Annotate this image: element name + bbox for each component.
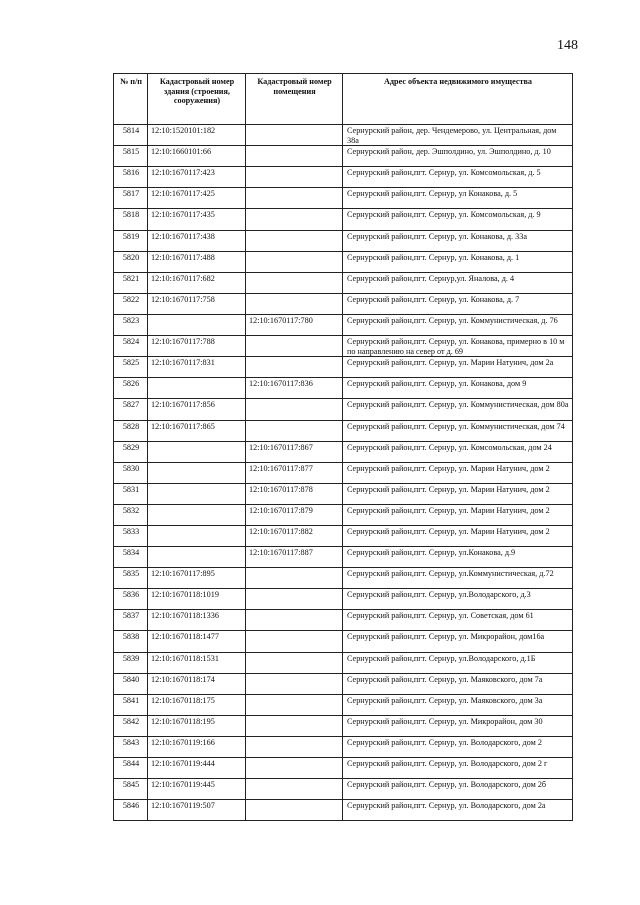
premises-cadastral-cell: [246, 230, 343, 251]
table-row: [114, 399, 573, 420]
table-header-row: [114, 74, 573, 125]
premises-cadastral-cell: [246, 209, 343, 230]
building-cadastral-cell: 12:10:1670118:195: [148, 715, 246, 736]
premises-cadastral-cell: [246, 420, 343, 441]
premises-cadastral-cell: [246, 188, 343, 209]
address-cell: Сернурский район,пгт. Сернур, ул.Конакова, д.9: [343, 547, 573, 568]
table-row: [114, 673, 573, 694]
building-cadastral-cell: [148, 441, 246, 462]
table-row: [114, 504, 573, 525]
premises-cadastral-cell: 12:10:1670117:878: [246, 483, 343, 504]
address-cell: Сернурский район,пгт. Сернур, ул. Марии Натунич, дом 2: [343, 525, 573, 546]
row-number-cell: 5819: [114, 230, 148, 251]
address-cell: Сернурский район,пгт. Сернур, ул Конакова, д. 5: [343, 188, 573, 209]
premises-cadastral-cell: [246, 736, 343, 757]
table-row: [114, 188, 573, 209]
address-cell: Сернурский район, дер. Эшполдино, ул. Эшполдино, д. 10: [343, 146, 573, 167]
row-number-cell: 5833: [114, 525, 148, 546]
row-number-cell: 5827: [114, 399, 148, 420]
building-cadastral-cell: 12:10:1670119:507: [148, 800, 246, 821]
premises-cadastral-cell: [246, 167, 343, 188]
page-number: 148: [557, 38, 578, 53]
row-number-cell: 5839: [114, 652, 148, 673]
address-cell: Сернурский район,пгт. Сернур, ул. Комсомольская, д. 9: [343, 209, 573, 230]
table-row: [114, 694, 573, 715]
address-cell: Сернурский район,пгт. Сернур, ул. Володарского, дом 2: [343, 736, 573, 757]
table-row: [114, 230, 573, 251]
address-cell: Сернурский район,пгт. Сернур, ул. Маяковского, дом 3а: [343, 694, 573, 715]
table-row: [114, 420, 573, 441]
table-row: [114, 715, 573, 736]
address-cell: Сернурский район,пгт. Сернур, ул. Комсомольская, д. 5: [343, 167, 573, 188]
table-row: [114, 146, 573, 167]
building-cadastral-cell: 12:10:1670119:444: [148, 758, 246, 779]
table-row: [114, 441, 573, 462]
premises-cadastral-cell: [246, 251, 343, 272]
address-cell: Сернурский район,пгт. Сернур, ул. Конакова, примерно в 10 м по направлению на север от д. 69: [343, 336, 573, 357]
premises-cadastral-cell: [246, 568, 343, 589]
row-number-cell: 5825: [114, 357, 148, 378]
premises-cadastral-cell: [246, 399, 343, 420]
row-number-cell: 5822: [114, 293, 148, 314]
row-number-cell: 5845: [114, 779, 148, 800]
table-row: [114, 652, 573, 673]
row-number-cell: 5818: [114, 209, 148, 230]
row-number-cell: 5835: [114, 568, 148, 589]
address-cell: Сернурский район,пгт. Сернур, ул. Коммунистическая, дом 74: [343, 420, 573, 441]
address-cell: Сернурский район,пгт. Сернур, ул. Маяковского, дом 7а: [343, 673, 573, 694]
header-premises-cadastral: Кадастровый номер помещения: [246, 74, 343, 125]
building-cadastral-cell: 12:10:1670117:435: [148, 209, 246, 230]
row-number-cell: 5840: [114, 673, 148, 694]
building-cadastral-cell: 12:10:1670117:758: [148, 293, 246, 314]
table-row: [114, 336, 573, 357]
row-number-cell: 5844: [114, 758, 148, 779]
table-row: [114, 378, 573, 399]
table-row: [114, 314, 573, 335]
row-number-cell: 5836: [114, 589, 148, 610]
premises-cadastral-cell: 12:10:1670117:877: [246, 462, 343, 483]
building-cadastral-cell: 12:10:1670118:1477: [148, 631, 246, 652]
row-number-cell: 5832: [114, 504, 148, 525]
address-cell: Сернурский район,пгт. Сернур, ул. Микрорайон, дом16а: [343, 631, 573, 652]
row-number-cell: 5821: [114, 272, 148, 293]
premises-cadastral-cell: 12:10:1670117:836: [246, 378, 343, 399]
row-number-cell: 5816: [114, 167, 148, 188]
header-number: № п/п: [114, 74, 148, 125]
property-table: [113, 73, 573, 821]
building-cadastral-cell: [148, 525, 246, 546]
building-cadastral-cell: 12:10:1520101:182: [148, 125, 246, 146]
row-number-cell: 5814: [114, 125, 148, 146]
building-cadastral-cell: 12:10:1670117:423: [148, 167, 246, 188]
row-number-cell: 5837: [114, 610, 148, 631]
address-cell: Сернурский район,пгт. Сернур, ул. Марии Натунич, дом 2: [343, 504, 573, 525]
address-cell: Сернурский район,пгт. Сернур, ул. Марии Натунич, дом 2: [343, 462, 573, 483]
row-number-cell: 5841: [114, 694, 148, 715]
table-row: [114, 483, 573, 504]
address-cell: Сернурский район,пгт. Сернур, ул. Конакова, дом 9: [343, 378, 573, 399]
header-building-cadastral: Кадастровый номер здания (строения, сооружения): [148, 74, 246, 125]
address-cell: Сернурский район,пгт. Сернур, ул. Марии Натунич, дом 2а: [343, 357, 573, 378]
premises-cadastral-cell: [246, 293, 343, 314]
address-cell: Сернурский район,пгт. Сернур, ул. Володарского, дом 2б: [343, 779, 573, 800]
table-row: [114, 758, 573, 779]
table-row: [114, 631, 573, 652]
premises-cadastral-cell: [246, 758, 343, 779]
row-number-cell: 5842: [114, 715, 148, 736]
building-cadastral-cell: [148, 462, 246, 483]
building-cadastral-cell: 12:10:1670118:1531: [148, 652, 246, 673]
address-cell: Сернурский район,пгт. Сернур, ул.Володарского, д.3: [343, 589, 573, 610]
row-number-cell: 5830: [114, 462, 148, 483]
address-cell: Сернурский район,пгт. Сернур, ул. Володарского, дом 2а: [343, 800, 573, 821]
table-row: [114, 251, 573, 272]
address-cell: Сернурский район,пгт. Сернур, ул.Володарского, д.1Б: [343, 652, 573, 673]
premises-cadastral-cell: 12:10:1670117:867: [246, 441, 343, 462]
premises-cadastral-cell: [246, 800, 343, 821]
premises-cadastral-cell: 12:10:1670117:879: [246, 504, 343, 525]
building-cadastral-cell: 12:10:1670118:174: [148, 673, 246, 694]
premises-cadastral-cell: [246, 146, 343, 167]
table-row: [114, 800, 573, 821]
row-number-cell: 5838: [114, 631, 148, 652]
premises-cadastral-cell: [246, 673, 343, 694]
table-row: [114, 209, 573, 230]
address-cell: Сернурский район,пгт. Сернур, ул. Конакова, д. 1: [343, 251, 573, 272]
table-row: [114, 293, 573, 314]
premises-cadastral-cell: [246, 715, 343, 736]
premises-cadastral-cell: 12:10:1670117:882: [246, 525, 343, 546]
row-number-cell: 5834: [114, 547, 148, 568]
premises-cadastral-cell: [246, 694, 343, 715]
building-cadastral-cell: [148, 483, 246, 504]
building-cadastral-cell: 12:10:1660101:66: [148, 146, 246, 167]
building-cadastral-cell: 12:10:1670119:166: [148, 736, 246, 757]
premises-cadastral-cell: [246, 272, 343, 293]
address-cell: Сернурский район,пгт. Сернур, ул. Конакова, д. 33а: [343, 230, 573, 251]
building-cadastral-cell: 12:10:1670117:438: [148, 230, 246, 251]
building-cadastral-cell: [148, 314, 246, 335]
building-cadastral-cell: 12:10:1670117:425: [148, 188, 246, 209]
building-cadastral-cell: [148, 378, 246, 399]
row-number-cell: 5829: [114, 441, 148, 462]
address-cell: Сернурский район,пгт. Сернур, ул. Комсомольская, дом 24: [343, 441, 573, 462]
premises-cadastral-cell: [246, 357, 343, 378]
address-cell: Сернурский район,пгт. Сернур,ул. Яналова, д. 4: [343, 272, 573, 293]
premises-cadastral-cell: [246, 652, 343, 673]
building-cadastral-cell: 12:10:1670117:831: [148, 357, 246, 378]
premises-cadastral-cell: [246, 610, 343, 631]
building-cadastral-cell: [148, 547, 246, 568]
premises-cadastral-cell: [246, 336, 343, 357]
premises-cadastral-cell: [246, 125, 343, 146]
building-cadastral-cell: 12:10:1670117:682: [148, 272, 246, 293]
table-row: [114, 272, 573, 293]
building-cadastral-cell: [148, 504, 246, 525]
table-row: [114, 125, 573, 146]
building-cadastral-cell: 12:10:1670118:175: [148, 694, 246, 715]
address-cell: Сернурский район,пгт. Сернур, ул. Коммунистическая, д. 76: [343, 314, 573, 335]
address-cell: Сернурский район,пгт. Сернур, ул.Коммунистическая, д.72: [343, 568, 573, 589]
premises-cadastral-cell: 12:10:1670117:780: [246, 314, 343, 335]
row-number-cell: 5843: [114, 736, 148, 757]
building-cadastral-cell: 12:10:1670118:1336: [148, 610, 246, 631]
premises-cadastral-cell: [246, 631, 343, 652]
building-cadastral-cell: 12:10:1670117:865: [148, 420, 246, 441]
building-cadastral-cell: 12:10:1670118:1019: [148, 589, 246, 610]
premises-cadastral-cell: 12:10:1670117:887: [246, 547, 343, 568]
table-row: [114, 568, 573, 589]
address-cell: Сернурский район,пгт. Сернур, ул. Советская, дом 61: [343, 610, 573, 631]
address-cell: Сернурский район,пгт. Сернур, ул. Коммунистическая, дом 80а: [343, 399, 573, 420]
table-row: [114, 462, 573, 483]
building-cadastral-cell: 12:10:1670117:488: [148, 251, 246, 272]
row-number-cell: 5815: [114, 146, 148, 167]
row-number-cell: 5823: [114, 314, 148, 335]
row-number-cell: 5826: [114, 378, 148, 399]
address-cell: Сернурский район, дер. Чендемерово, ул. Центральная, дом 38а: [343, 125, 573, 146]
table-row: [114, 525, 573, 546]
address-cell: Сернурский район,пгт. Сернур, ул. Володарского, дом 2 г: [343, 758, 573, 779]
row-number-cell: 5820: [114, 251, 148, 272]
building-cadastral-cell: 12:10:1670117:856: [148, 399, 246, 420]
premises-cadastral-cell: [246, 779, 343, 800]
table-row: [114, 779, 573, 800]
table-row: [114, 736, 573, 757]
building-cadastral-cell: 12:10:1670119:445: [148, 779, 246, 800]
building-cadastral-cell: 12:10:1670117:895: [148, 568, 246, 589]
row-number-cell: 5824: [114, 336, 148, 357]
table-row: [114, 357, 573, 378]
table-row: [114, 547, 573, 568]
building-cadastral-cell: 12:10:1670117:788: [148, 336, 246, 357]
address-cell: Сернурский район,пгт. Сернур, ул. Марии Натунич, дом 2: [343, 483, 573, 504]
row-number-cell: 5831: [114, 483, 148, 504]
address-cell: Сернурский район,пгт. Сернур, ул. Конакова, д. 7: [343, 293, 573, 314]
row-number-cell: 5828: [114, 420, 148, 441]
table-row: [114, 589, 573, 610]
address-cell: Сернурский район,пгт. Сернур, ул. Микрорайон, дом 30: [343, 715, 573, 736]
header-address: Адрес объекта недвижимого имущества: [343, 74, 573, 125]
premises-cadastral-cell: [246, 589, 343, 610]
table-row: [114, 610, 573, 631]
row-number-cell: 5846: [114, 800, 148, 821]
table-row: [114, 167, 573, 188]
row-number-cell: 5817: [114, 188, 148, 209]
